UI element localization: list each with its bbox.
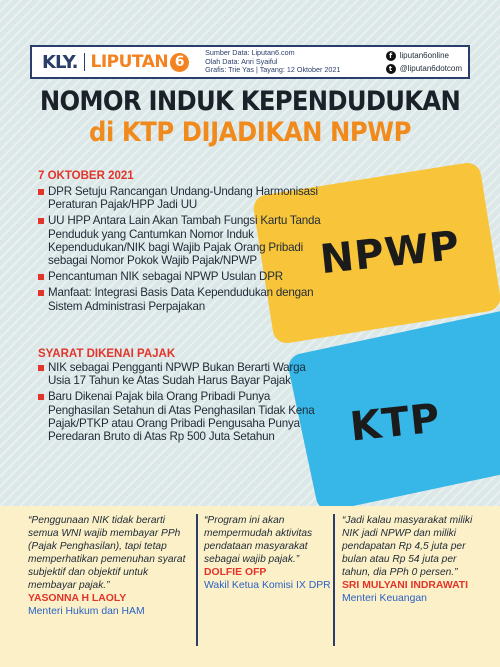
credits-block	[205, 49, 375, 75]
logo-divider	[84, 53, 85, 71]
quote-text: “Penggunaan NIK tidak berarti semua WNI wajib membayar PPh (Pajak Penghasilan), tapi tetap memperhatikan pemenuhan syarat subjektif dan objektif untuk membayar pajak.”	[28, 515, 186, 591]
social-facebook[interactable]	[386, 49, 462, 62]
logo-six-badge: 6	[170, 53, 189, 72]
list-item: UU HPP Antara Lain Akan Tambah Fungsi Kartu Tanda Penduduk yang Cantumkan Nomor Induk Kependudukan/NIK bagi Wajib Pajak Orang Pribadi sebagai Nomor Pokok Wajib Pajak/NPWP	[38, 214, 323, 267]
list-item: Baru Dikenai Pajak bila Orang Pribadi Punya Penghasilan Setahun di Atas Penghasilan Tidak Kena Pajak/PTKP atau Orang Pribadi Pengusaha Punya Peredaran Bruto di Atas Rp 500 Juta Setahun	[38, 390, 323, 443]
quote-1	[28, 514, 188, 618]
header-bar	[30, 45, 470, 79]
quote-3	[342, 514, 478, 605]
facebook-handle: liputan6online	[399, 51, 449, 60]
quote-divider	[196, 514, 198, 646]
credit-data: Olah Data: Anri Syaiful	[205, 56, 278, 66]
credit-graphics: Grafis: Trie Yas | Tayang: 12 Oktober 2021	[205, 65, 341, 75]
list-item: Manfaat: Integrasi Basis Data Kependudukan dengan Sistem Administrasi Perpajakan	[38, 286, 323, 312]
social-links	[386, 49, 468, 75]
quote-role: Menteri Hukum dan HAM	[28, 606, 145, 617]
quote-text: “Program ini akan mempermudah aktivitas pendataan masyarakat sebagai wajib pajak.”	[204, 515, 313, 565]
twitter-icon: t	[386, 64, 396, 74]
section-2-heading: SYARAT DIKENAI PAJAK	[38, 348, 176, 360]
credit-source: Sumber Data: Liputan6.com	[205, 48, 295, 58]
logo-kly: KLY.	[42, 51, 78, 73]
brand-logo[interactable]	[32, 47, 189, 77]
quote-role: Menteri Keuangan	[342, 593, 427, 604]
section-2-list	[38, 361, 323, 446]
facebook-icon: f	[386, 51, 396, 61]
logo-liputan: LIPUTAN	[90, 52, 169, 72]
ktp-card-label: KTP	[347, 395, 443, 451]
section-date: 7 OKTOBER 2021	[38, 170, 134, 182]
quote-divider	[333, 514, 335, 646]
social-twitter[interactable]	[386, 62, 462, 75]
title-line-1: NOMOR INDUK KEPENDUDUKAN	[39, 86, 461, 117]
npwp-card-label: NPWP	[317, 222, 463, 284]
quote-author: SRI MULYANI INDRAWATI	[342, 580, 469, 591]
list-item: DPR Setuju Rancangan Undang-Undang Harmonisasi Peraturan Pajak/HPP Jadi UU	[38, 185, 323, 211]
list-item: NIK sebagai Pengganti NPWP Bukan Berarti Warga Usia 17 Tahun ke Atas Sudah Harus Bayar Pajak	[38, 361, 323, 387]
twitter-handle: @liputan6dotcom	[399, 64, 462, 73]
quote-2	[204, 514, 332, 592]
quote-text: “Jadi kalau masyarakat miliki NIK jadi NPWP dan miliki pendapatan Rp 4,5 juta per bulan atau Rp 54 juta per tahun, dia PPh 0 persen.”	[342, 515, 473, 578]
section-1-list	[38, 185, 323, 316]
title-line-2: di KTP DIJADIKAN NPWP	[89, 117, 411, 148]
quote-author: YASONNA H LAOLY	[28, 593, 127, 604]
quote-role: Wakil Ketua Komisi IX DPR	[204, 580, 331, 591]
quote-author: DOLFIE OFP	[204, 567, 267, 578]
list-item: Pencantuman NIK sebagai NPWP Usulan DPR	[38, 270, 323, 283]
